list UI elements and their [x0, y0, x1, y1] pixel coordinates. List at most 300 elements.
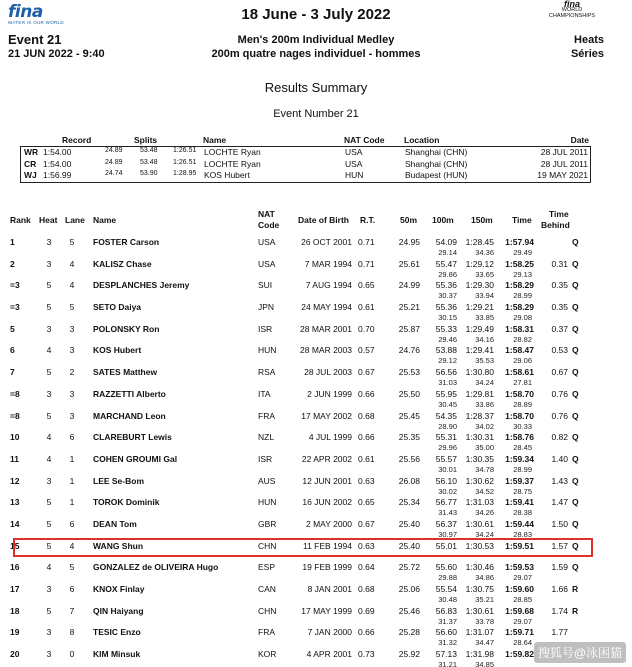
result-dob: 4 JUL 1999	[308, 432, 352, 443]
result-rank: 2	[10, 258, 15, 269]
result-time: 1:58.47	[505, 345, 534, 356]
result-m50: 25.21	[398, 302, 420, 313]
result-behind: 0.35	[551, 302, 568, 313]
result-m100: 55.33	[435, 323, 457, 334]
result-split-sp100: 29.86	[438, 269, 457, 279]
result-lane: 4	[69, 540, 75, 551]
result-m150: 1:30.80	[465, 367, 494, 378]
result-name: TESIC Enzo	[93, 627, 141, 638]
result-nat: CAN	[258, 584, 276, 594]
result-dob: 16 JUN 2002	[302, 497, 352, 508]
result-heat: 5	[46, 518, 52, 529]
result-split-sptime: 29.06	[513, 356, 532, 366]
result-m150: 1:31.07	[465, 627, 494, 638]
result-behind: 1.47	[551, 497, 568, 508]
world-championships-logo: fina WORLD CHAMPIONSHIPS	[548, 0, 596, 19]
result-behind: 1.74	[551, 605, 568, 616]
result-m50: 24.76	[398, 345, 420, 356]
result-m100: 55.54	[435, 584, 457, 594]
result-time: 1:57.94	[505, 237, 534, 247]
result-split-sp100: 30.37	[438, 291, 457, 301]
result-time: 1:59.44	[505, 518, 534, 529]
result-heat: 5	[46, 280, 52, 291]
result-lane: 1	[69, 475, 75, 486]
highlight-box	[13, 538, 593, 557]
result-behind: 0.31	[551, 258, 568, 269]
event-number: Event Number 21	[273, 108, 359, 120]
result-heat: 3	[46, 258, 52, 269]
records-table	[20, 135, 591, 183]
record-location: Shanghai (CHN)	[405, 147, 468, 157]
result-rank: 1	[10, 237, 15, 247]
result-dob: 17 MAY 2002	[301, 410, 352, 421]
result-q: Q	[572, 432, 579, 443]
result-name: FOSTER Carson	[93, 237, 160, 247]
result-row	[0, 451, 632, 473]
result-dob: 11 FEB 1994	[303, 540, 352, 551]
result-lane: 3	[69, 345, 75, 356]
result-dob: 4 APR 2001	[306, 649, 352, 660]
result-dob: 28 MAR 2001	[300, 323, 352, 334]
record-nat: HUN	[345, 170, 364, 180]
result-q: Q	[572, 237, 579, 247]
result-name: KALISZ Chase	[93, 258, 152, 269]
result-rank: 17	[10, 584, 20, 594]
result-row	[0, 559, 632, 581]
result-split-sp100: 28.90	[438, 421, 457, 431]
result-nat: ISR	[258, 453, 273, 464]
result-m50: 25.35	[398, 432, 420, 443]
result-split-sp100: 30.01	[438, 464, 457, 474]
result-q: Q	[572, 302, 579, 313]
result-split-sp100: 30.45	[438, 399, 457, 409]
result-split-sp150: 34.02	[475, 421, 494, 431]
result-q: Q	[572, 518, 579, 529]
result-m100: 56.77	[435, 497, 457, 508]
result-heat: 4	[46, 432, 52, 443]
result-dob: 26 OCT 2001	[301, 237, 352, 247]
result-m150: 1:31.98	[465, 649, 494, 660]
result-m150: 1:30.35	[465, 453, 494, 464]
result-m150: 1:29.12	[465, 258, 494, 269]
result-rt: 0.64	[358, 562, 375, 573]
result-m50: 25.40	[398, 540, 420, 551]
record-name: LOCHTE Ryan	[204, 158, 261, 169]
result-rank: =3	[10, 280, 20, 291]
phase-en: Heats	[574, 34, 604, 46]
result-behind: 1.57	[551, 540, 568, 551]
result-behind: 1.77	[551, 627, 568, 638]
result-behind: 1.59	[551, 562, 568, 573]
result-split-sptime: 28.75	[513, 486, 532, 496]
result-lane: 2	[69, 367, 75, 378]
result-row	[0, 256, 632, 278]
result-m150: 1:31.03	[465, 497, 494, 508]
result-row	[0, 581, 632, 603]
result-split-sptime: 27.81	[513, 378, 532, 388]
result-split-sp150: 34.52	[475, 486, 494, 496]
result-split-sptime: 29.13	[513, 269, 532, 279]
result-behind: 0.82	[551, 432, 568, 443]
result-time: 1:59.37	[505, 475, 534, 486]
record-nat: USA	[345, 147, 363, 157]
result-m150: 1:29.21	[465, 302, 494, 313]
result-heat: 4	[46, 562, 52, 573]
result-lane: 3	[69, 410, 75, 421]
record-type: CR	[24, 158, 37, 169]
result-m150: 1:30.62	[465, 475, 494, 486]
result-m150: 1:28.37	[465, 410, 494, 421]
result-q: Q	[572, 323, 579, 334]
results-header: Rank Heat Lane Name NAT Code Date of Birth R.T. 50m 100m 150m Time Time Behind	[10, 209, 570, 230]
result-behind: 1.43	[551, 475, 568, 486]
result-m50: 26.08	[398, 475, 420, 486]
result-split-sp100: 31.03	[438, 378, 457, 388]
result-row	[0, 494, 632, 516]
result-rt: 0.67	[358, 518, 375, 529]
result-row	[0, 408, 632, 430]
result-m50: 25.56	[398, 453, 420, 464]
record-nat: USA	[345, 158, 363, 169]
result-rt: 0.66	[358, 388, 375, 399]
record-s1: 24.89	[105, 147, 123, 154]
result-split-sp150: 35.00	[475, 443, 494, 453]
result-m100: 57.13	[435, 649, 457, 660]
result-m150: 1:30.75	[465, 584, 494, 594]
result-row	[0, 473, 632, 495]
result-row	[0, 516, 632, 538]
result-split-sptime: 28.82	[513, 334, 532, 344]
result-name: TOROK Dominik	[93, 497, 160, 508]
result-m50: 25.92	[398, 649, 420, 660]
result-name: LEE Se-Bom	[93, 475, 145, 486]
result-rank: 5	[10, 323, 15, 334]
result-m50: 25.87	[398, 323, 420, 334]
result-rt: 0.63	[358, 475, 375, 486]
records-header: Record Splits Name NAT Code Location Date	[62, 135, 589, 145]
result-behind: 0.76	[551, 388, 568, 399]
result-q: R	[572, 584, 579, 594]
result-split-sp100: 29.96	[438, 443, 457, 453]
result-q: Q	[572, 280, 579, 291]
result-lane: 8	[69, 627, 75, 638]
result-m100: 56.56	[435, 367, 457, 378]
result-row	[0, 364, 632, 386]
result-name: CLAREBURT Lewis	[93, 432, 172, 443]
record-date: 19 MAY 2021	[537, 170, 588, 180]
result-time: 1:58.29	[505, 302, 534, 313]
result-rank: 14	[10, 518, 20, 529]
result-m50: 25.34	[398, 497, 420, 508]
result-nat: ITA	[258, 388, 271, 399]
record-s3: 1:28.95	[173, 170, 197, 177]
result-dob: 2 JUN 1999	[307, 388, 352, 399]
result-m150: 1:30.46	[465, 562, 494, 573]
result-m100: 56.37	[435, 518, 457, 529]
result-lane: 1	[69, 453, 75, 464]
result-m100: 55.47	[435, 258, 457, 269]
result-split-sp150: 34.16	[475, 334, 494, 344]
result-m50: 24.99	[398, 280, 420, 291]
result-m100: 55.36	[435, 302, 457, 313]
result-q: Q	[572, 367, 579, 378]
result-row	[0, 386, 632, 408]
result-time: 1:59.71	[505, 627, 534, 638]
result-split-sptime: 28.85	[513, 595, 532, 604]
result-rt: 0.57	[358, 345, 375, 356]
result-lane: 5	[69, 302, 75, 313]
result-name: SETO Daiya	[93, 302, 142, 313]
result-rt: 0.67	[358, 367, 375, 378]
result-heat: 5	[46, 410, 52, 421]
result-split-sp150: 34.24	[475, 378, 494, 388]
result-heat: 3	[46, 627, 52, 638]
result-m50: 25.61	[398, 258, 420, 269]
result-rt: 0.65	[358, 280, 375, 291]
result-name: KOS Hubert	[93, 345, 142, 356]
result-row	[0, 342, 632, 364]
result-m150: 1:30.61	[465, 605, 494, 616]
result-m50: 25.72	[398, 562, 420, 573]
result-m100: 56.83	[435, 605, 457, 616]
result-heat: 3	[46, 475, 52, 486]
result-m100: 55.31	[435, 432, 457, 443]
result-heat: 5	[46, 605, 52, 616]
result-q: Q	[572, 410, 579, 421]
result-name: KIM Minsuk	[93, 649, 141, 660]
record-time: 1:54.00	[43, 147, 72, 157]
result-lane: 3	[69, 388, 75, 399]
record-name: LOCHTE Ryan	[204, 147, 261, 157]
result-m150: 1:30.61	[465, 518, 494, 529]
result-dob: 7 AUG 1994	[305, 280, 352, 291]
result-m100: 55.01	[435, 540, 457, 551]
result-rank: =3	[10, 302, 20, 313]
championship-dates: 18 June - 3 July 2022	[241, 6, 391, 23]
result-name: MARCHAND Leon	[93, 410, 166, 421]
result-split-sp100: 29.46	[438, 334, 457, 344]
result-m150: 1:29.81	[465, 388, 494, 399]
result-rank: 6	[10, 345, 15, 356]
record-location: Shanghai (CHN)	[405, 158, 468, 169]
result-q: Q	[572, 540, 579, 551]
result-nat: AUS	[258, 475, 276, 486]
event-title-fr: 200m quatre nages individuel - hommes	[211, 48, 421, 60]
result-m100: 55.60	[435, 562, 457, 573]
result-heat: 3	[46, 323, 52, 334]
result-split-sp150: 34.24	[475, 529, 494, 539]
result-dob: 22 APR 2002	[301, 453, 352, 464]
result-rt: 0.65	[358, 497, 375, 508]
result-heat: 3	[46, 388, 52, 399]
result-split-sp150: 33.86	[475, 399, 494, 409]
result-lane: 0	[69, 649, 75, 660]
result-rank: 20	[10, 649, 20, 660]
result-nat: CHN	[258, 605, 277, 616]
result-behind: 0.76	[551, 410, 568, 421]
result-m150: 1:29.30	[465, 280, 494, 291]
record-date: 28 JUL 2011	[540, 147, 588, 157]
result-q: Q	[572, 453, 579, 464]
watermark: 搜狐号@泳困猫	[534, 642, 626, 663]
result-rank: 19	[10, 627, 20, 638]
result-dob: 7 MAR 1994	[304, 258, 352, 269]
result-split-sp150: 35.21	[475, 595, 494, 604]
result-heat: 5	[46, 497, 52, 508]
result-q: Q	[572, 497, 579, 508]
result-behind: 1.50	[551, 518, 568, 529]
result-row	[0, 603, 632, 625]
result-split-sp100: 30.02	[438, 486, 457, 496]
result-dob: 24 MAY 1994	[301, 302, 352, 313]
result-rank: 10	[10, 432, 20, 443]
result-rank: =8	[10, 410, 20, 421]
result-row	[0, 321, 632, 343]
result-split-sp150: 33.94	[475, 291, 494, 301]
result-time: 1:59.82	[505, 649, 534, 660]
record-name: KOS Hubert	[204, 170, 250, 180]
result-rank: =8	[10, 388, 20, 399]
result-lane: 6	[69, 518, 75, 529]
result-split-sptime: 29.08	[513, 313, 532, 323]
result-rank: 12	[10, 475, 20, 486]
result-row	[0, 277, 632, 299]
record-row	[21, 170, 590, 182]
result-time: 1:58.25	[505, 258, 534, 269]
result-behind: 0.67	[551, 367, 568, 378]
result-name: KNOX Finlay	[93, 584, 145, 594]
result-nat: ESP	[258, 562, 276, 573]
result-dob: 7 JAN 2000	[307, 627, 352, 638]
result-m50: 25.50	[398, 388, 420, 399]
result-time: 1:58.70	[505, 388, 534, 399]
result-split-sp150: 34.78	[475, 464, 494, 474]
result-split-sp150: 35.53	[475, 356, 494, 366]
result-split-sp150: 33.65	[475, 269, 494, 279]
result-split-sptime: 28.99	[513, 291, 532, 301]
result-heat: 3	[46, 649, 52, 660]
result-q: Q	[572, 388, 579, 399]
record-time: 1:54.00	[43, 158, 72, 169]
result-rank: 15	[10, 540, 20, 551]
record-s3: 1:26.51	[173, 158, 197, 166]
result-split-sptime: 28.89	[513, 399, 532, 409]
result-split-sptime: 29.07	[513, 616, 532, 626]
result-heat: 3	[46, 584, 52, 594]
result-split-sptime: 28.99	[513, 464, 532, 474]
result-m50: 24.95	[398, 237, 420, 247]
result-rt: 0.68	[358, 410, 375, 421]
result-split-sp150: 33.85	[475, 313, 494, 323]
result-split-sp100: 31.32	[438, 638, 457, 648]
result-q: Q	[572, 562, 579, 573]
result-row	[0, 299, 632, 321]
records-body	[20, 146, 591, 183]
record-s2: 53.48	[140, 158, 158, 166]
record-row	[21, 147, 590, 159]
result-m150: 1:29.49	[465, 323, 494, 334]
result-rt: 0.71	[358, 237, 375, 247]
result-m150: 1:29.41	[465, 345, 494, 356]
result-m50: 25.53	[398, 367, 420, 378]
result-lane: 4	[69, 280, 75, 291]
result-name: WANG Shun	[93, 540, 144, 551]
logo-wordmark: fina	[8, 2, 43, 22]
record-row	[21, 159, 590, 171]
result-m50: 25.28	[398, 627, 420, 638]
result-q: R	[572, 605, 579, 616]
result-m50: 25.40	[398, 518, 420, 529]
result-time: 1:58.61	[505, 367, 534, 378]
result-split-sp150: 33.78	[475, 616, 494, 626]
result-behind: 0.37	[551, 323, 568, 334]
result-row	[0, 429, 632, 451]
result-nat: USA	[258, 258, 276, 269]
record-time: 1:56.99	[43, 170, 72, 180]
result-behind: 1.40	[551, 453, 568, 464]
event-label: Event 21	[8, 32, 62, 47]
result-behind: 0.53	[551, 345, 568, 356]
result-lane: 4	[69, 258, 75, 269]
result-split-sp100: 30.15	[438, 313, 457, 323]
result-heat: 3	[46, 237, 52, 247]
result-nat: GBR	[258, 518, 277, 529]
result-heat: 5	[46, 302, 52, 313]
record-s3: 1:26.51	[173, 147, 197, 154]
result-rank: 16	[10, 562, 20, 573]
result-split-sp150: 34.86	[475, 573, 494, 583]
result-time: 1:58.31	[505, 323, 534, 334]
result-dob: 12 JUN 2001	[302, 475, 352, 486]
result-lane: 5	[69, 562, 75, 573]
result-rt: 0.63	[358, 540, 375, 551]
result-lane: 7	[69, 605, 75, 616]
result-dob: 28 JUL 2003	[304, 367, 352, 378]
result-split-sptime: 28.64	[513, 638, 532, 648]
result-dob: 8 JAN 2001	[307, 584, 352, 594]
result-split-sp100: 31.37	[438, 616, 457, 626]
result-m100: 53.88	[435, 345, 457, 356]
result-split-sp100: 31.21	[438, 660, 457, 667]
result-nat: HUN	[258, 345, 277, 356]
result-m150: 1:30.53	[465, 540, 494, 551]
result-time: 1:59.51	[505, 540, 534, 551]
result-nat: FRA	[258, 410, 275, 421]
result-name: DESPLANCHES Jeremy	[93, 280, 190, 291]
result-split-sptime: 28.83	[513, 529, 532, 539]
result-split-sp150: 34.47	[475, 638, 494, 648]
result-rt: 0.71	[358, 258, 375, 269]
result-behind: 0.35	[551, 280, 568, 291]
result-m100: 56.60	[435, 627, 457, 638]
result-time: 1:59.41	[505, 497, 534, 508]
result-m100: 55.57	[435, 453, 457, 464]
result-time: 1:58.76	[505, 432, 534, 443]
result-m150: 1:30.31	[465, 432, 494, 443]
result-time: 1:59.34	[505, 453, 534, 464]
result-m50: 25.46	[398, 605, 420, 616]
result-split-sptime: 29.07	[513, 573, 532, 583]
result-rank: 7	[10, 367, 15, 378]
event-title-en: Men's 200m Individual Medley	[237, 34, 395, 46]
result-rank: 11	[10, 453, 19, 464]
result-split-sp150: 34.36	[475, 248, 494, 257]
result-m100: 54.09	[435, 237, 457, 247]
record-type: WJ	[24, 170, 37, 180]
result-lane: 5	[69, 237, 75, 247]
result-q: Q	[572, 345, 579, 356]
result-m100: 56.10	[435, 475, 457, 486]
